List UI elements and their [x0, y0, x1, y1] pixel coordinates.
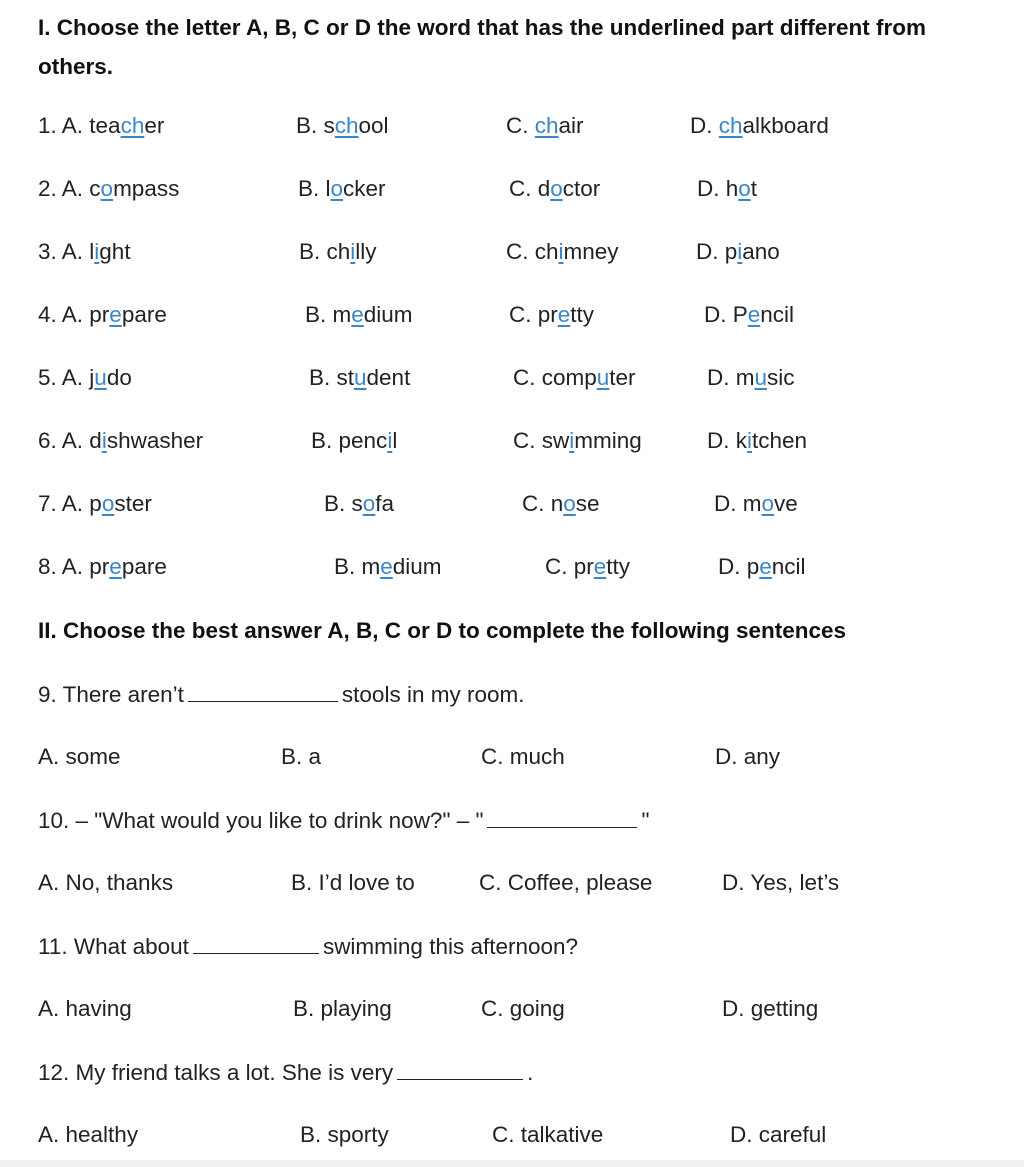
underlined-part: ch [534, 113, 559, 138]
underlined-part: i [747, 428, 753, 453]
underlined-part: ch [718, 113, 743, 138]
option-text: D. m [714, 491, 762, 516]
option-text: B. l [298, 176, 331, 201]
q4-option-b [305, 304, 413, 327]
option-text: shwasher [106, 428, 204, 453]
q8-option-c [545, 556, 630, 579]
option-text: D. h [697, 176, 739, 201]
underlined-part: o [738, 176, 751, 201]
option-text: D. p [718, 554, 760, 579]
question-text: 10. – "What would you like to drink now?" – " [38, 808, 484, 833]
question-text: swimming this afternoon? [322, 934, 579, 959]
q7-option-c [522, 493, 600, 516]
q7-option-d [714, 493, 798, 516]
option-text: l [392, 428, 398, 453]
option-text: ter [609, 365, 636, 390]
question-text: . [527, 1060, 534, 1085]
q6-option-c [513, 430, 642, 453]
option-text: 2. A. c [38, 176, 101, 201]
option-text: pare [121, 302, 167, 327]
option-text: B. penc [311, 428, 388, 453]
option-text: D. [690, 113, 719, 138]
option-text: ano [742, 239, 780, 264]
option-text: 7. A. p [38, 491, 102, 516]
q3-option-c [506, 241, 619, 264]
question-10 [38, 809, 649, 833]
question-11 [38, 935, 578, 959]
underlined-part: e [557, 302, 571, 327]
underlined-part: e [109, 302, 122, 327]
q9-option-d: D. any [715, 744, 781, 769]
option-text: C. comp [513, 365, 597, 390]
q3-option-d [696, 241, 780, 264]
underlined-part: o [362, 491, 376, 516]
option-text: 5. A. j [38, 365, 95, 390]
question-text: 11. What about [38, 934, 189, 959]
option-text: C. pr [545, 554, 594, 579]
q12-option-b: B. sporty [300, 1122, 389, 1147]
option-text: C. sw [513, 428, 570, 453]
option-text: B. s [324, 491, 363, 516]
question-text: stools in my room. [341, 682, 525, 707]
option-text: lly [355, 239, 377, 264]
option-text: cker [343, 176, 386, 201]
option-text: tty [606, 554, 631, 579]
q10-option-d: D. Yes, let’s [722, 870, 840, 895]
option-text: do [106, 365, 132, 390]
q5-option-b [309, 367, 410, 390]
q11-option-a: A. having [38, 996, 132, 1021]
question-9 [38, 683, 524, 707]
q4-option-a [38, 304, 167, 327]
q5-option-a [38, 367, 132, 390]
q9-option-a: A. some [38, 744, 121, 769]
underlined-part: e [351, 302, 364, 327]
q7-option-b [324, 493, 394, 516]
underlined-part: o [761, 491, 775, 516]
option-text: C. [506, 113, 535, 138]
underlined-part: e [593, 554, 607, 579]
q8-option-b [334, 556, 442, 579]
q8-option-d [718, 556, 806, 579]
q12-option-a: A. healthy [38, 1122, 139, 1147]
section-1-heading: I. Choose the letter A, B, C or D the word that has the underlined part different from others. [38, 15, 926, 79]
underlined-part: u [94, 365, 107, 390]
q1-option-c [506, 115, 584, 138]
option-text: tchen [752, 428, 808, 453]
q11-option-b: B. playing [293, 996, 392, 1021]
section-2-heading: II. Choose the best answer A, B, C or D to complete the following sentences [38, 618, 847, 643]
option-text: dium [392, 554, 442, 579]
q1-option-b [296, 115, 389, 138]
q6-option-d [707, 430, 807, 453]
q3-option-a [38, 241, 131, 264]
option-text: ctor [562, 176, 601, 201]
option-text: sic [767, 365, 795, 390]
option-text: D. k [707, 428, 748, 453]
option-text: B. m [305, 302, 352, 327]
option-text: pare [121, 554, 167, 579]
q9-option-b: B. a [281, 744, 322, 769]
option-text: 6. A. d [38, 428, 102, 453]
q11-option-c: C. going [481, 996, 565, 1021]
option-text: ncil [771, 554, 806, 579]
q5-option-c [513, 367, 636, 390]
underlined-part: e [380, 554, 393, 579]
q2-option-a [38, 178, 179, 201]
q6-option-a [38, 430, 203, 453]
q2-option-c [509, 178, 600, 201]
underlined-part: u [596, 365, 610, 390]
underlined-part: i [558, 239, 564, 264]
question-12 [38, 1061, 533, 1085]
underlined-part: ch [334, 113, 359, 138]
underlined-part: i [737, 239, 743, 264]
option-text: ght [99, 239, 131, 264]
option-text: D. m [707, 365, 755, 390]
option-text: dent [366, 365, 411, 390]
underlined-part: i [350, 239, 356, 264]
bottom-edge [0, 1160, 1024, 1167]
option-text: 3. A. l [38, 239, 95, 264]
underlined-part: i [94, 239, 100, 264]
q4-option-c [509, 304, 594, 327]
q3-option-b [299, 241, 377, 264]
option-text: er [144, 113, 165, 138]
underlined-part: i [569, 428, 575, 453]
underlined-part: e [759, 554, 772, 579]
underlined-part: i [387, 428, 393, 453]
option-text: fa [375, 491, 395, 516]
underlined-part: o [550, 176, 563, 201]
option-text: mming [574, 428, 642, 453]
option-text: C. d [509, 176, 551, 201]
option-text: air [558, 113, 584, 138]
q10-option-c: C. Coffee, please [479, 870, 653, 895]
option-text: D. p [696, 239, 738, 264]
option-text: tty [570, 302, 595, 327]
answer-blank [188, 683, 338, 702]
option-text: B. st [309, 365, 355, 390]
option-text: B. s [296, 113, 335, 138]
option-text: B. ch [299, 239, 351, 264]
q4-option-d [704, 304, 794, 327]
underlined-part: e [109, 554, 122, 579]
q7-option-a [38, 493, 152, 516]
underlined-part: u [754, 365, 768, 390]
q10-option-b: B. I’d love to [291, 870, 415, 895]
answer-blank [487, 809, 637, 828]
underlined-part: e [747, 302, 761, 327]
option-text: 1. A. tea [38, 113, 121, 138]
option-text: ve [774, 491, 798, 516]
q2-option-d [697, 178, 757, 201]
underlined-part: o [563, 491, 576, 516]
question-text: 12. My friend talks a lot. She is very [38, 1060, 394, 1085]
option-text: ncil [760, 302, 795, 327]
underlined-part: o [330, 176, 344, 201]
option-text: C. n [522, 491, 564, 516]
answer-blank [193, 935, 319, 954]
option-text: mpass [113, 176, 180, 201]
q8-option-a [38, 556, 167, 579]
option-text: C. ch [506, 239, 559, 264]
q12-option-c: C. talkative [492, 1122, 604, 1147]
underlined-part: u [354, 365, 367, 390]
option-text: C. pr [509, 302, 558, 327]
option-text: D. P [704, 302, 748, 327]
option-text: ster [114, 491, 152, 516]
option-text: alkboard [742, 113, 829, 138]
option-text: se [575, 491, 600, 516]
question-text: " [641, 808, 650, 833]
q1-option-d [690, 115, 829, 138]
option-text: dium [363, 302, 413, 327]
q10-option-a: A. No, thanks [38, 870, 174, 895]
option-text: 8. A. pr [38, 554, 110, 579]
q12-option-d: D. careful [730, 1122, 827, 1147]
option-text: 4. A. pr [38, 302, 110, 327]
question-text: 9. There aren’t [38, 682, 184, 707]
option-text: t [750, 176, 758, 201]
underlined-part: o [100, 176, 114, 201]
q5-option-d [707, 367, 795, 390]
q9-option-c: C. much [481, 744, 565, 769]
answer-blank [397, 1061, 523, 1080]
q2-option-b [298, 178, 386, 201]
q6-option-b [311, 430, 397, 453]
option-text: B. m [334, 554, 381, 579]
option-text: ool [358, 113, 389, 138]
underlined-part: i [101, 428, 107, 453]
underlined-part: ch [120, 113, 145, 138]
underlined-part: o [101, 491, 115, 516]
option-text: mney [563, 239, 619, 264]
q1-option-a [38, 115, 164, 138]
q11-option-d: D. getting [722, 996, 819, 1021]
